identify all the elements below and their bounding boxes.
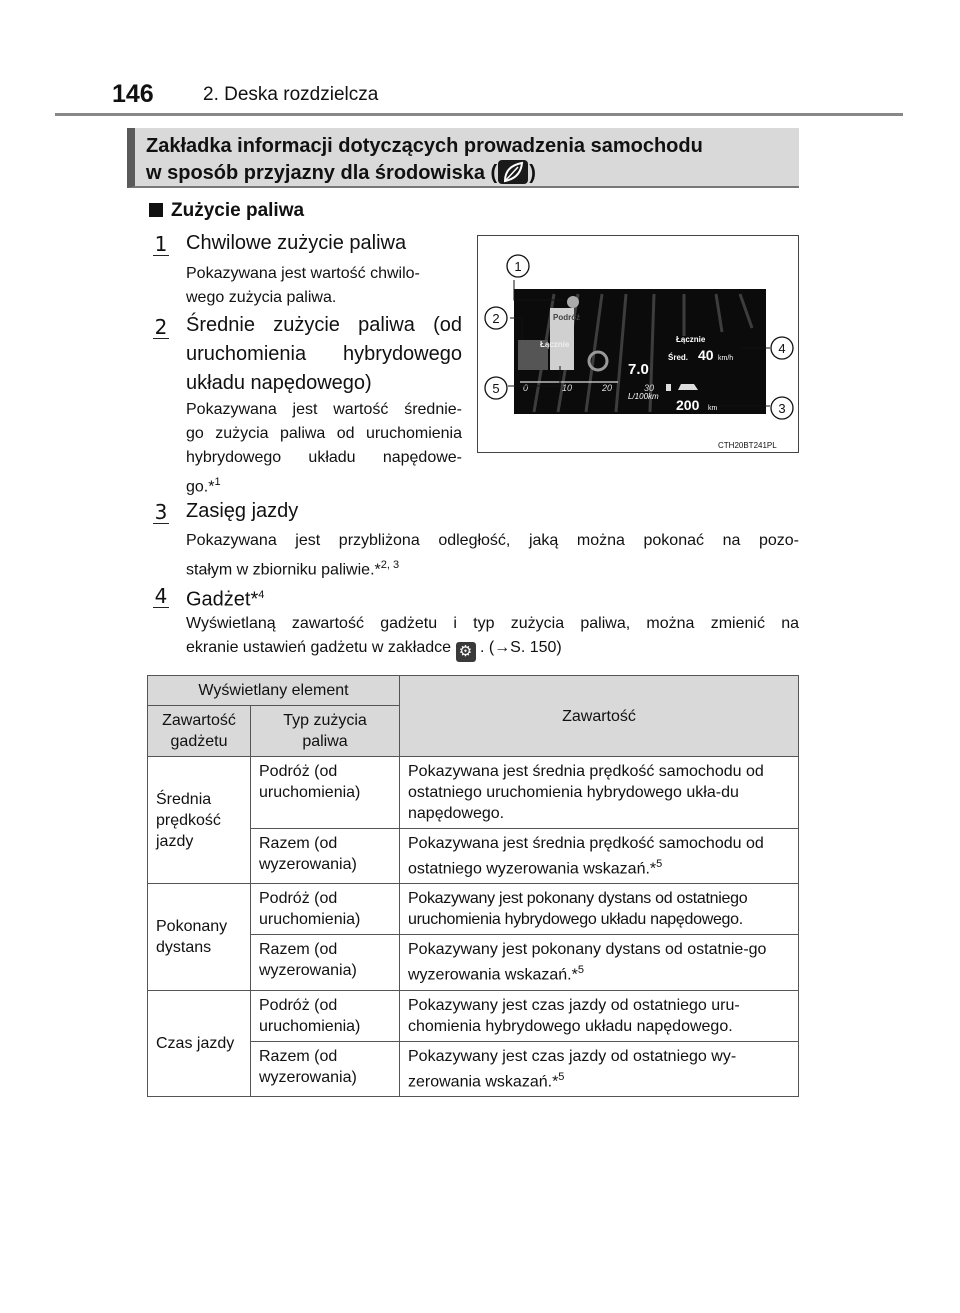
table-cell-type: Razem (od wyzerowania) bbox=[251, 935, 400, 990]
footnote-ref: 5 bbox=[577, 964, 584, 977]
table-cell-text: Pokazywany jest czas jazdy od ostatniego uru-chomienia hybrydowego układu napędowego. bbox=[408, 996, 740, 1035]
range-value: 200 bbox=[676, 397, 700, 413]
trip-marker bbox=[567, 296, 579, 308]
item-desc-2-line: Pokazywana jest wartość średnie- bbox=[186, 401, 462, 418]
callout-1: 1 bbox=[514, 259, 522, 274]
section-title-line1: Zakładka informacji dotyczących prowadzenia samochodu bbox=[146, 135, 703, 157]
info-table bbox=[147, 675, 799, 1097]
dashboard-figure bbox=[477, 235, 799, 453]
table-cell-content bbox=[400, 829, 799, 884]
scale-tick-label: 20 bbox=[602, 383, 613, 393]
page-reference-link[interactable]: . (→S. 150) bbox=[475, 639, 562, 656]
item-title-2-line: uruchomienia hybrydowego bbox=[186, 343, 462, 365]
item-desc-2 bbox=[186, 398, 462, 499]
item-number-3: 3 bbox=[154, 500, 168, 524]
table-cell-type: Podróż (od uruchomienia) bbox=[251, 990, 400, 1041]
item-title-4-text: Gadżet* bbox=[186, 588, 259, 611]
table-header-consumption-type: Typ zużycia paliwa bbox=[251, 706, 400, 757]
table-cell-type: Razem (od wyzerowania) bbox=[251, 829, 400, 884]
item-title-2 bbox=[186, 311, 462, 398]
callout-2: 2 bbox=[492, 311, 500, 326]
item-desc-3-line: stałym w zbiorniku paliwie.* bbox=[186, 561, 381, 579]
item-desc-4-text: ekranie ustawień gadżetu w zakładce bbox=[186, 639, 456, 656]
gadget-unit: km/h bbox=[718, 355, 734, 362]
table-cell-type: Razem (od wyzerowania) bbox=[251, 1041, 400, 1096]
item-desc-4 bbox=[186, 612, 799, 662]
gadget-label: Śred. bbox=[668, 353, 689, 362]
item-desc-3 bbox=[186, 529, 799, 582]
table-group-name: Czas jazdy bbox=[148, 990, 251, 1096]
table-cell-text: Pokazywany jest pokonany dystans od ostatniego uruchomienia hybrydowego układu napędowego. bbox=[408, 890, 748, 929]
table-cell-text: Pokazywana jest średnia prędkość samochodu od ostatniego uruchomienia hybrydowego ukła-du napędowego. bbox=[408, 763, 764, 822]
consumption-unit: L/100km bbox=[628, 392, 659, 401]
item-number-4: 4 bbox=[154, 584, 168, 608]
display-label-trip: Podróż bbox=[553, 313, 581, 322]
table-row bbox=[148, 884, 799, 935]
item-desc-3-line: Pokazywana jest przybliżona odległość, jaką można pokonać na pozo- bbox=[186, 532, 799, 549]
item-desc-3-last bbox=[186, 553, 799, 582]
table-cell-type: Podróż (od uruchomienia) bbox=[251, 757, 400, 829]
section-title-line2 bbox=[146, 160, 786, 187]
table-group-name: Pokonany dystans bbox=[148, 884, 251, 990]
gadget-title: Łącznie bbox=[676, 335, 706, 344]
gear-icon: ⚙ bbox=[456, 642, 476, 662]
callout-5: 5 bbox=[492, 381, 500, 396]
chapter-title: 2. Deska rozdzielcza bbox=[203, 84, 379, 105]
footnote-ref: 1 bbox=[214, 476, 221, 488]
table-row bbox=[148, 757, 799, 829]
square-bullet-icon bbox=[149, 203, 163, 217]
item-title-2-line: układu napędowego) bbox=[186, 372, 372, 394]
item-desc-1 bbox=[186, 262, 420, 310]
eco-leaf-icon bbox=[498, 160, 528, 184]
scale-tick-label: 10 bbox=[562, 383, 573, 393]
display-label-total: Łącznie bbox=[540, 340, 570, 349]
item-desc-2-line: go zużycia paliwa od uruchomienia bbox=[186, 425, 462, 442]
table-cell-content bbox=[400, 935, 799, 990]
item-desc-2-last bbox=[186, 470, 462, 499]
item-title-1: Chwilowe zużycie paliwa bbox=[186, 232, 407, 254]
table-cell-text: Pokazywana jest średnia prędkość samochodu od ostatniego wyzerowania wskazań.* bbox=[408, 835, 764, 878]
item-desc-2-line: go.* bbox=[186, 478, 215, 496]
footnote-ref: 5 bbox=[656, 858, 663, 870]
item-desc-1-line: Pokazywana jest wartość chwilo- bbox=[186, 265, 420, 282]
footnote-ref: 4 bbox=[258, 589, 265, 601]
item-desc-1-line: wego zużycia paliwa. bbox=[186, 289, 337, 306]
subheading-text: Zużycie paliwa bbox=[171, 200, 305, 221]
table-cell-content bbox=[400, 1041, 799, 1096]
item-desc-4-line: Wyświetlaną zawartość gadżetu i typ zużycia paliwa, można zmienić na bbox=[186, 615, 799, 632]
item-title-2-line: Średnie zużycie paliwa (od bbox=[186, 314, 462, 336]
table-group-name: Średnia prędkość jazdy bbox=[148, 757, 251, 884]
table-header-gadget-content: Zawartość gadżetu bbox=[148, 706, 251, 757]
footnote-ref: 5 bbox=[558, 1070, 565, 1083]
item-title-4 bbox=[186, 581, 264, 615]
table-cell-content bbox=[400, 884, 799, 935]
item-desc-2-line: hybrydowego układu napędowe- bbox=[186, 449, 462, 466]
table-cell-content bbox=[400, 757, 799, 829]
subheading bbox=[149, 200, 304, 222]
footnote-ref: 2, 3 bbox=[380, 559, 400, 571]
range-unit: km bbox=[708, 405, 718, 412]
item-title-3: Zasięg jazdy bbox=[186, 500, 299, 522]
page-number: 146 bbox=[112, 80, 154, 108]
table-row bbox=[148, 990, 799, 1041]
callout-3: 3 bbox=[778, 401, 786, 416]
gadget-value: 40 bbox=[698, 347, 714, 363]
section-title-line2-text: w sposób przyjazny dla środowiska ( bbox=[146, 162, 498, 184]
table-cell-type: Podróż (od uruchomienia) bbox=[251, 884, 400, 935]
section-title-line2-close: ) bbox=[529, 162, 536, 184]
table-header-displayed-element: Wyświetlany element bbox=[148, 676, 400, 706]
scale-tick-label: 30 bbox=[644, 383, 655, 393]
table-header-content: Zawartość bbox=[400, 676, 799, 757]
section-title bbox=[146, 133, 786, 187]
item-number-2: 2 bbox=[154, 315, 168, 339]
scale-tick-label: 0 bbox=[523, 383, 529, 393]
header-rule bbox=[55, 113, 903, 116]
consumption-value: 7.0 bbox=[628, 361, 649, 378]
fuel-pump-icon bbox=[666, 384, 671, 391]
table-cell-content bbox=[400, 990, 799, 1041]
figure-code: CTH20BT241PL bbox=[718, 441, 777, 450]
item-desc-4-line2 bbox=[186, 636, 799, 662]
table-cell-text: Pokazywany jest czas jazdy od ostatniego wy-zerowania wskazań.* bbox=[408, 1047, 737, 1090]
table-cell-text: Pokazywany jest pokonany dystans od ostatnie-go wyzerowania wskazań.* bbox=[408, 941, 767, 984]
callout-4: 4 bbox=[778, 341, 786, 356]
item-number-1: 1 bbox=[154, 232, 168, 256]
